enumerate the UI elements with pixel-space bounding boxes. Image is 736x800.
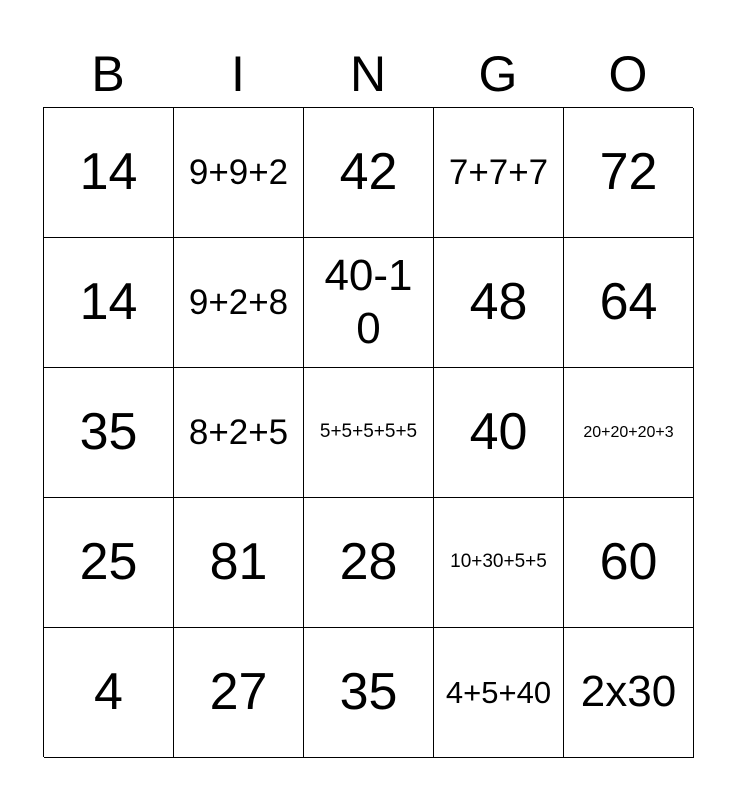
bingo-cell[interactable] [304, 628, 434, 758]
cell-value: 5+5+5+5+5 [319, 421, 418, 443]
bingo-cell[interactable] [434, 368, 564, 498]
bingo-cell[interactable] [44, 108, 174, 238]
bingo-cell[interactable] [44, 628, 174, 758]
cell-value: 27 [209, 663, 268, 722]
bingo-cell[interactable] [564, 368, 694, 498]
bingo-cell[interactable] [434, 498, 564, 628]
cell-value: 35 [79, 403, 138, 462]
cell-value: 2x30 [580, 667, 677, 717]
bingo-cell[interactable] [434, 108, 564, 238]
header-letter-g: G [478, 46, 518, 102]
cell-value: 48 [469, 273, 528, 332]
bingo-cell[interactable] [304, 238, 434, 368]
cell-value: 81 [209, 533, 268, 592]
cell-value: 64 [599, 273, 658, 332]
bingo-cell[interactable] [564, 108, 694, 238]
cell-value: 40-10 [324, 250, 413, 353]
cell-value: 40 [469, 403, 528, 462]
bingo-cell[interactable] [174, 108, 304, 238]
bingo-cell[interactable] [174, 238, 304, 368]
cell-value: 8+2+5 [188, 412, 289, 452]
cell-value: 7+7+7 [448, 152, 549, 192]
bingo-cell[interactable] [174, 628, 304, 758]
cell-value: 72 [599, 143, 658, 202]
cell-value: 42 [339, 143, 398, 202]
cell-value: 9+9+2 [188, 152, 289, 192]
header-letter-b: B [91, 46, 125, 102]
header-letter-n: N [349, 46, 387, 102]
cell-value: 14 [79, 273, 138, 332]
bingo-cell[interactable] [564, 238, 694, 368]
bingo-cell[interactable] [174, 368, 304, 498]
bingo-cell[interactable] [44, 498, 174, 628]
bingo-cell[interactable] [304, 368, 434, 498]
cell-value: 10+30+5+5 [450, 551, 547, 573]
bingo-cell[interactable] [434, 628, 564, 758]
bingo-cell[interactable] [44, 238, 174, 368]
bingo-cell[interactable] [44, 368, 174, 498]
bingo-cell[interactable] [564, 628, 694, 758]
cell-value: 60 [599, 533, 658, 592]
bingo-board [43, 107, 693, 757]
header-letter-i: I [231, 46, 245, 102]
cell-value: 4+5+40 [445, 674, 552, 710]
header-letter-o: O [608, 46, 648, 102]
bingo-cell[interactable] [304, 108, 434, 238]
cell-value: 35 [339, 663, 398, 722]
bingo-header [43, 42, 693, 106]
cell-value: 28 [339, 533, 398, 592]
bingo-cell[interactable] [304, 498, 434, 628]
cell-value: 9+2+8 [188, 282, 289, 322]
cell-value: 25 [79, 533, 138, 592]
cell-value: 20+20+20+3 [583, 423, 674, 441]
bingo-cell[interactable] [174, 498, 304, 628]
bingo-cell[interactable] [434, 238, 564, 368]
cell-value: 4 [94, 663, 123, 722]
cell-value: 14 [79, 143, 138, 202]
bingo-cell[interactable] [564, 498, 694, 628]
